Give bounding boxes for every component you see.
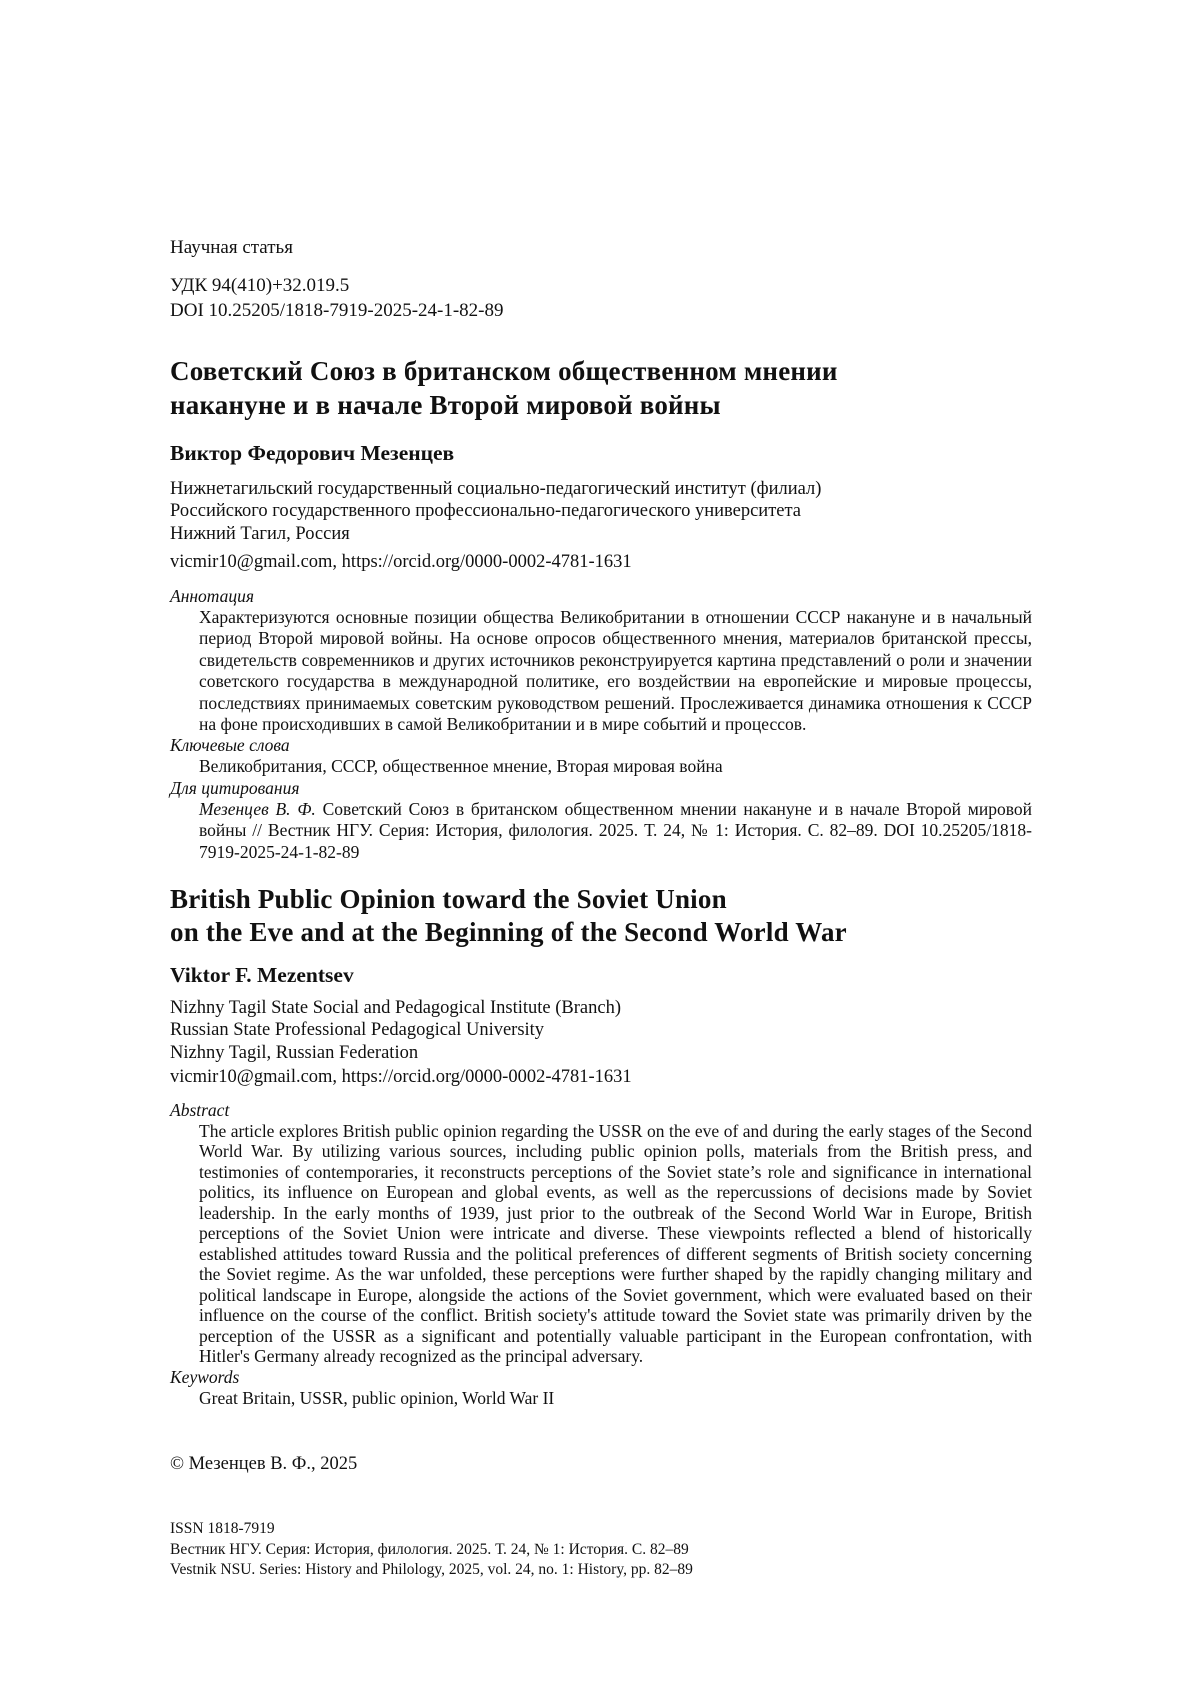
affiliation-english bbox=[170, 997, 1032, 1064]
footer-issn: ISSN 1818-7919 bbox=[170, 1520, 275, 1538]
abstract-label-english: Abstract bbox=[170, 1099, 230, 1120]
affiliation-english-line3: Nizhny Tagil, Russian Federation bbox=[170, 1042, 419, 1063]
keywords-label-russian: Ключевые слова bbox=[170, 735, 290, 756]
contact-english: vicmir10@gmail.com, https://orcid.org/0000-0002-4781-1631 bbox=[170, 1066, 632, 1087]
abstract-text-russian: Характеризуются основные позиции общества Великобритании в отношении СССР накануне и в начальный период Второй мировой войны. На основе опросов общественного мнения, материалов британской прессы, свидетельств современников и других источников реконструируется картина представлений о роли и значении советского государства в международной политике, его воздействии на европейские и мировые процессы, последствиях принимаемых советским руководством решений. Прослеживается динамика отношения к СССР на фоне происходивших в самой Великобритании и в мире событий и процессов. bbox=[199, 606, 1032, 734]
affiliation-english-line1: Nizhny Tagil State Social and Pedagogical Institute (Branch) bbox=[170, 997, 621, 1018]
title-russian bbox=[170, 355, 1032, 422]
article-codes bbox=[170, 274, 1032, 323]
title-english-line1: British Public Opinion toward the Soviet Union bbox=[170, 883, 727, 914]
affiliation-russian-line3: Нижний Тагил, Россия bbox=[170, 523, 350, 544]
title-english bbox=[170, 883, 1032, 950]
title-english-line2: on the Eve and at the Beginning of the Second World War bbox=[170, 917, 847, 948]
author-english: Viktor F. Mezentsev bbox=[170, 962, 354, 987]
abstract-text-english: The article explores British public opinion regarding the USSR on the eve of and during the early stages of the Second World War. By utilizing various sources, including public opinion polls, materials from the British press, and testimonies of contemporaries, it reconstructs perceptions of the Soviet state’s role and significance in international politics, its influence on European and global events, as well as the repercussions of decisions made by Soviet leadership. In the early months of 1939, just prior to the outbreak of the Second World War in Europe, British perceptions of the Soviet Union were intricate and diverse. These viewpoints reflected a blend of historically established attitudes toward Russia and the political preferences of different segments of British society concerning the Soviet regime. As the war unfolded, these perceptions were further shaped by the rapidly changing military and political landscape in Europe, alongside the actions of the Soviet government, which were evaluated based on their influence on the course of the conflict. British society's attitude toward the Soviet state was primarily driven by the perception of the USSR as a significant and potentially valuable participant in the European confrontation, with Hitler's Germany already recognized as the principal adversary. bbox=[199, 1120, 1032, 1367]
affiliation-russian bbox=[170, 478, 1032, 545]
author-russian: Виктор Федорович Мезенцев bbox=[170, 441, 455, 465]
footer-journal-russian: Вестник НГУ. Серия: История, филология. 2025. Т. 24, № 1: История. С. 82–89 bbox=[170, 1540, 689, 1558]
page-footer bbox=[170, 1519, 1032, 1581]
affiliation-russian-line1: Нижнетагильский государственный социально-педагогический институт (филиал) bbox=[170, 479, 822, 499]
title-russian-line2: накануне и в начале Второй мировой войны bbox=[170, 389, 721, 420]
copyright-notice: © Мезенцев В. Ф., 2025 bbox=[170, 1454, 358, 1475]
article-type: Научная статья bbox=[170, 237, 293, 258]
affiliation-english-line2: Russian State Professional Pedagogical University bbox=[170, 1020, 545, 1041]
footer-journal-english: Vestnik NSU. Series: History and Philology, 2025, vol. 24, no. 1: History, pp. 82–89 bbox=[170, 1561, 693, 1579]
udc-code: УДК 94(410)+32.019.5 bbox=[170, 275, 350, 296]
contact-russian: vicmir10@gmail.com, https://orcid.org/0000-0002-4781-1631 bbox=[170, 551, 632, 572]
keywords-label-english: Keywords bbox=[170, 1366, 240, 1387]
abstract-label-russian: Аннотация bbox=[170, 585, 255, 606]
title-russian-line1: Советский Союз в британском общественном мнении bbox=[170, 356, 838, 386]
affiliation-russian-line2: Российского государственного профессионально-педагогического университета bbox=[170, 501, 802, 522]
keywords-english: Great Britain, USSR, public opinion, World War II bbox=[199, 1387, 555, 1408]
citation-text bbox=[199, 799, 1032, 863]
citation-label: Для цитирования bbox=[170, 777, 300, 798]
doi-code: DOI 10.25205/1818-7919-2025-24-1-82-89 bbox=[170, 299, 504, 321]
keywords-russian: Великобритания, СССР, общественное мнение, Вторая мировая война bbox=[199, 756, 723, 777]
citation-author: Мезенцев В. Ф. bbox=[199, 798, 316, 819]
citation-body: Советский Союз в британском общественном мнении накануне и в начале Второй мировой войны // Вестник НГУ. Серия: История, филология. 2025. Т. 24, № 1: История. С. 82–89. DOI 10.25205/1818-7919-2025-24-1-82-89 bbox=[199, 798, 1032, 862]
